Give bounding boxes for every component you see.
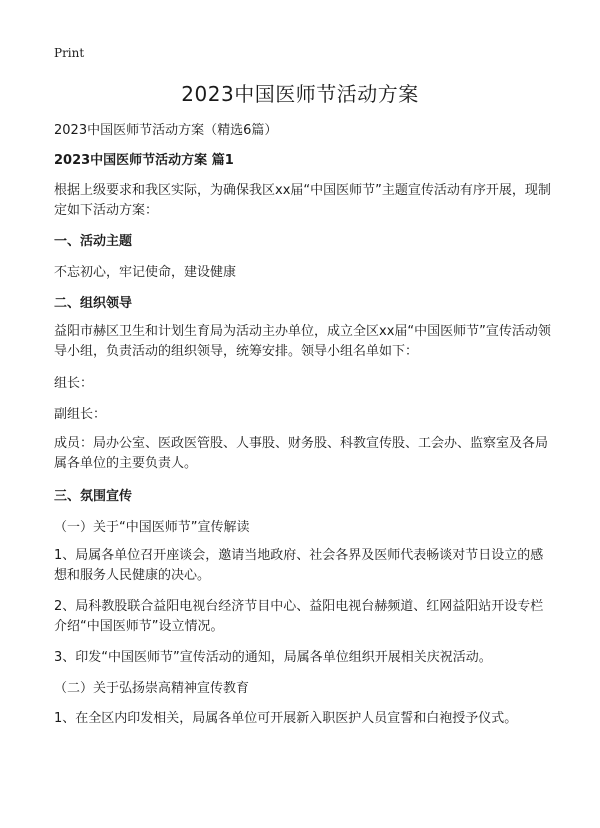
subsection-heading-interpretation: （一）关于“中国医师节”宣传解读 — [54, 520, 250, 535]
list-item: 3、印发“中国医师节”宣传活动的通知，局属各单位组织开展相关庆祝活动。 — [54, 650, 492, 665]
document-subtitle: 2023中国医师节活动方案（精选6篇） — [54, 123, 278, 138]
document-title: 2023中国医师节活动方案 — [181, 82, 419, 106]
print-link[interactable]: Print — [54, 46, 85, 60]
list-item: 1、在全区内印发相关，局属各单位可开展新入职医护人员宣誓和白袍授予仪式。 — [54, 711, 518, 726]
members-paragraph: 成员：局办公室、医政医管股、人事股、财务股、科教宣传股、工会办、监察室及各局属各单位的主要负责人。 — [54, 436, 549, 471]
organization-paragraph: 益阳市赫区卫生和计划生育局为活动主办单位，成立全区xx届“中国医师节”宣传活动领导小组，负责活动的组织领导，统筹安排。领导小组名单如下： — [54, 324, 551, 359]
section-text-theme: 不忘初心，牢记使命，建设健康 — [54, 265, 237, 280]
list-item: 1、局属各单位召开座谈会，邀请当地政府、社会各界及医师代表畅谈对节日设立的感想和服务人民健康的决心。 — [54, 548, 544, 583]
section-heading-publicity: 三、氛围宣传 — [54, 489, 133, 504]
article-heading: 2023中国医师节活动方案 篇1 — [54, 153, 234, 168]
section-heading-theme: 一、活动主题 — [54, 234, 133, 249]
list-item: 2、局科教股联合益阳电视台经济节目中心、益阳电视台赫频道、红网益阳站开设专栏介绍“中国医师节”设立情况。 — [54, 599, 544, 634]
subsection-heading-education: （二）关于弘扬崇高精神宣传教育 — [54, 681, 250, 696]
section-heading-organization: 二、组织领导 — [54, 296, 133, 311]
intro-paragraph: 根据上级要求和我区实际，为确保我区xx届“中国医师节”主题宣传活动有序开展，现制定如下活动方案： — [54, 183, 551, 218]
leader-label: 组长： — [54, 376, 94, 391]
deputy-leader-label: 副组长： — [54, 407, 107, 422]
